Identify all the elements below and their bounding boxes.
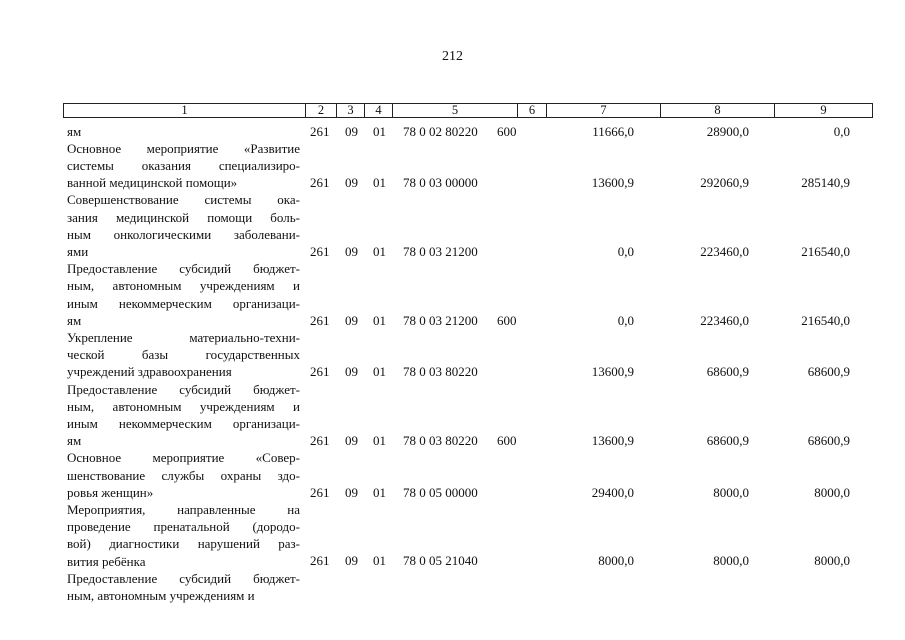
description-line: ным онкологическими заболевани- — [67, 226, 300, 242]
expense-type-code: 600 — [497, 433, 517, 449]
description-line: ванной медицинской помощи» — [67, 175, 238, 191]
target-article-code: 78 0 03 21200 — [403, 312, 478, 328]
amount-col-7: 0,0 — [617, 243, 634, 259]
description-line: учреждений здравоохранения — [67, 364, 232, 380]
description-line: шенствование службы охраны здо- — [67, 467, 300, 483]
amount-col-8: 28900,0 — [706, 123, 749, 139]
subsection-code: 01 — [373, 553, 386, 569]
amount-col-7: 13600,9 — [591, 364, 634, 380]
header-col-1: 1 — [64, 104, 306, 118]
amount-col-7: 8000,0 — [598, 553, 634, 569]
amount-col-8: 223460,0 — [700, 312, 749, 328]
header-col-4: 4 — [365, 104, 393, 118]
amount-col-9: 0,0 — [833, 123, 850, 139]
chapter-code: 261 — [310, 484, 330, 500]
amount-col-8: 292060,9 — [700, 175, 749, 191]
header-col-7: 7 — [547, 104, 661, 118]
subsection-code: 01 — [373, 364, 386, 380]
description-line: зания медицинской помощи боль- — [67, 209, 300, 225]
description-line: Предоставление субсидий бюджет- — [67, 381, 300, 397]
description-line: ческой базы государственных — [67, 347, 300, 363]
section-code: 09 — [345, 364, 358, 380]
description-line: Основное мероприятие «Совер- — [67, 450, 300, 466]
amount-col-9: 8000,0 — [814, 553, 850, 569]
amount-col-7: 13600,9 — [591, 175, 634, 191]
description-line: проведение пренатальной (дородо- — [67, 519, 300, 535]
description-line: ями — [67, 243, 89, 259]
amount-col-7: 13600,9 — [591, 433, 634, 449]
description-line: ям — [67, 433, 82, 449]
description-line: Совершенствование системы ока- — [67, 192, 300, 208]
header-col-6: 6 — [518, 104, 547, 118]
description-line: иным некоммерческим организаци- — [67, 295, 300, 311]
description-line: системы оказания специализиро- — [67, 157, 300, 173]
row-description — [67, 501, 300, 570]
section-code: 09 — [345, 433, 358, 449]
description-line: Основное мероприятие «Развитие — [67, 140, 300, 156]
amount-col-9: 68600,9 — [807, 364, 850, 380]
header-col-8: 8 — [661, 104, 775, 118]
table-row — [0, 501, 905, 570]
amount-col-7: 29400,0 — [591, 484, 634, 500]
row-description — [67, 123, 300, 140]
description-line: ным, автономным учреждениям и — [67, 398, 300, 414]
table-row — [0, 329, 905, 381]
subsection-code: 01 — [373, 312, 386, 328]
subsection-code: 01 — [373, 433, 386, 449]
row-description — [67, 140, 300, 192]
row-description — [67, 570, 300, 604]
section-code: 09 — [345, 243, 358, 259]
target-article-code: 78 0 02 80220 — [403, 123, 478, 139]
expense-type-code: 600 — [497, 312, 517, 328]
amount-col-9: 8000,0 — [814, 484, 850, 500]
amount-col-8: 8000,0 — [713, 553, 749, 569]
chapter-code: 261 — [310, 553, 330, 569]
table-row — [0, 123, 905, 140]
description-line: ям — [67, 312, 82, 328]
description-line: ным, автономным учреждениям и — [67, 587, 255, 603]
chapter-code: 261 — [310, 175, 330, 191]
target-article-code: 78 0 05 21040 — [403, 553, 478, 569]
page-number: 212 — [442, 49, 463, 64]
section-code: 09 — [345, 484, 358, 500]
amount-col-9: 285140,9 — [801, 175, 850, 191]
description-line: вития ребёнка — [67, 553, 146, 569]
amount-col-8: 223460,0 — [700, 243, 749, 259]
section-code: 09 — [345, 175, 358, 191]
target-article-code: 78 0 03 00000 — [403, 175, 478, 191]
table-row — [0, 570, 905, 604]
table-row — [0, 140, 905, 192]
description-line: ровья женщин» — [67, 484, 154, 500]
amount-col-8: 68600,9 — [706, 433, 749, 449]
section-code: 09 — [345, 312, 358, 328]
chapter-code: 261 — [310, 433, 330, 449]
target-article-code: 78 0 03 80220 — [403, 364, 478, 380]
amount-col-9: 216540,0 — [801, 243, 850, 259]
description-line: Предоставление субсидий бюджет- — [67, 261, 300, 277]
subsection-code: 01 — [373, 175, 386, 191]
row-description — [67, 381, 300, 450]
table-row — [0, 449, 905, 501]
chapter-code: 261 — [310, 123, 330, 139]
description-line: ям — [67, 123, 82, 139]
target-article-code: 78 0 03 21200 — [403, 243, 478, 259]
table-row — [0, 260, 905, 329]
expense-type-code: 600 — [497, 123, 517, 139]
amount-col-8: 8000,0 — [713, 484, 749, 500]
row-description — [67, 191, 300, 260]
header-col-3: 3 — [337, 104, 365, 118]
row-description — [67, 329, 300, 381]
description-line: Предоставление субсидий бюджет- — [67, 570, 300, 586]
subsection-code: 01 — [373, 484, 386, 500]
amount-col-9: 68600,9 — [807, 433, 850, 449]
row-description — [67, 449, 300, 501]
description-line: Мероприятия, направленные на — [67, 501, 300, 517]
description-line: ным, автономным учреждениям и — [67, 278, 300, 294]
description-line: иным некоммерческим организаци- — [67, 415, 300, 431]
amount-col-9: 216540,0 — [801, 312, 850, 328]
header-col-5: 5 — [393, 104, 518, 118]
subsection-code: 01 — [373, 243, 386, 259]
chapter-code: 261 — [310, 364, 330, 380]
row-description — [67, 260, 300, 329]
chapter-code: 261 — [310, 312, 330, 328]
header-col-2: 2 — [306, 104, 337, 118]
table-row — [0, 191, 905, 260]
description-line: Укрепление материально-техни- — [67, 329, 300, 345]
description-line: вой) диагностики нарушений раз- — [67, 536, 300, 552]
target-article-code: 78 0 05 00000 — [403, 484, 478, 500]
section-code: 09 — [345, 123, 358, 139]
header-col-9: 9 — [775, 104, 873, 118]
target-article-code: 78 0 03 80220 — [403, 433, 478, 449]
amount-col-7: 11666,0 — [592, 123, 634, 139]
subsection-code: 01 — [373, 123, 386, 139]
section-code: 09 — [345, 553, 358, 569]
chapter-code: 261 — [310, 243, 330, 259]
table-row — [0, 381, 905, 450]
amount-col-8: 68600,9 — [706, 364, 749, 380]
amount-col-7: 0,0 — [617, 312, 634, 328]
